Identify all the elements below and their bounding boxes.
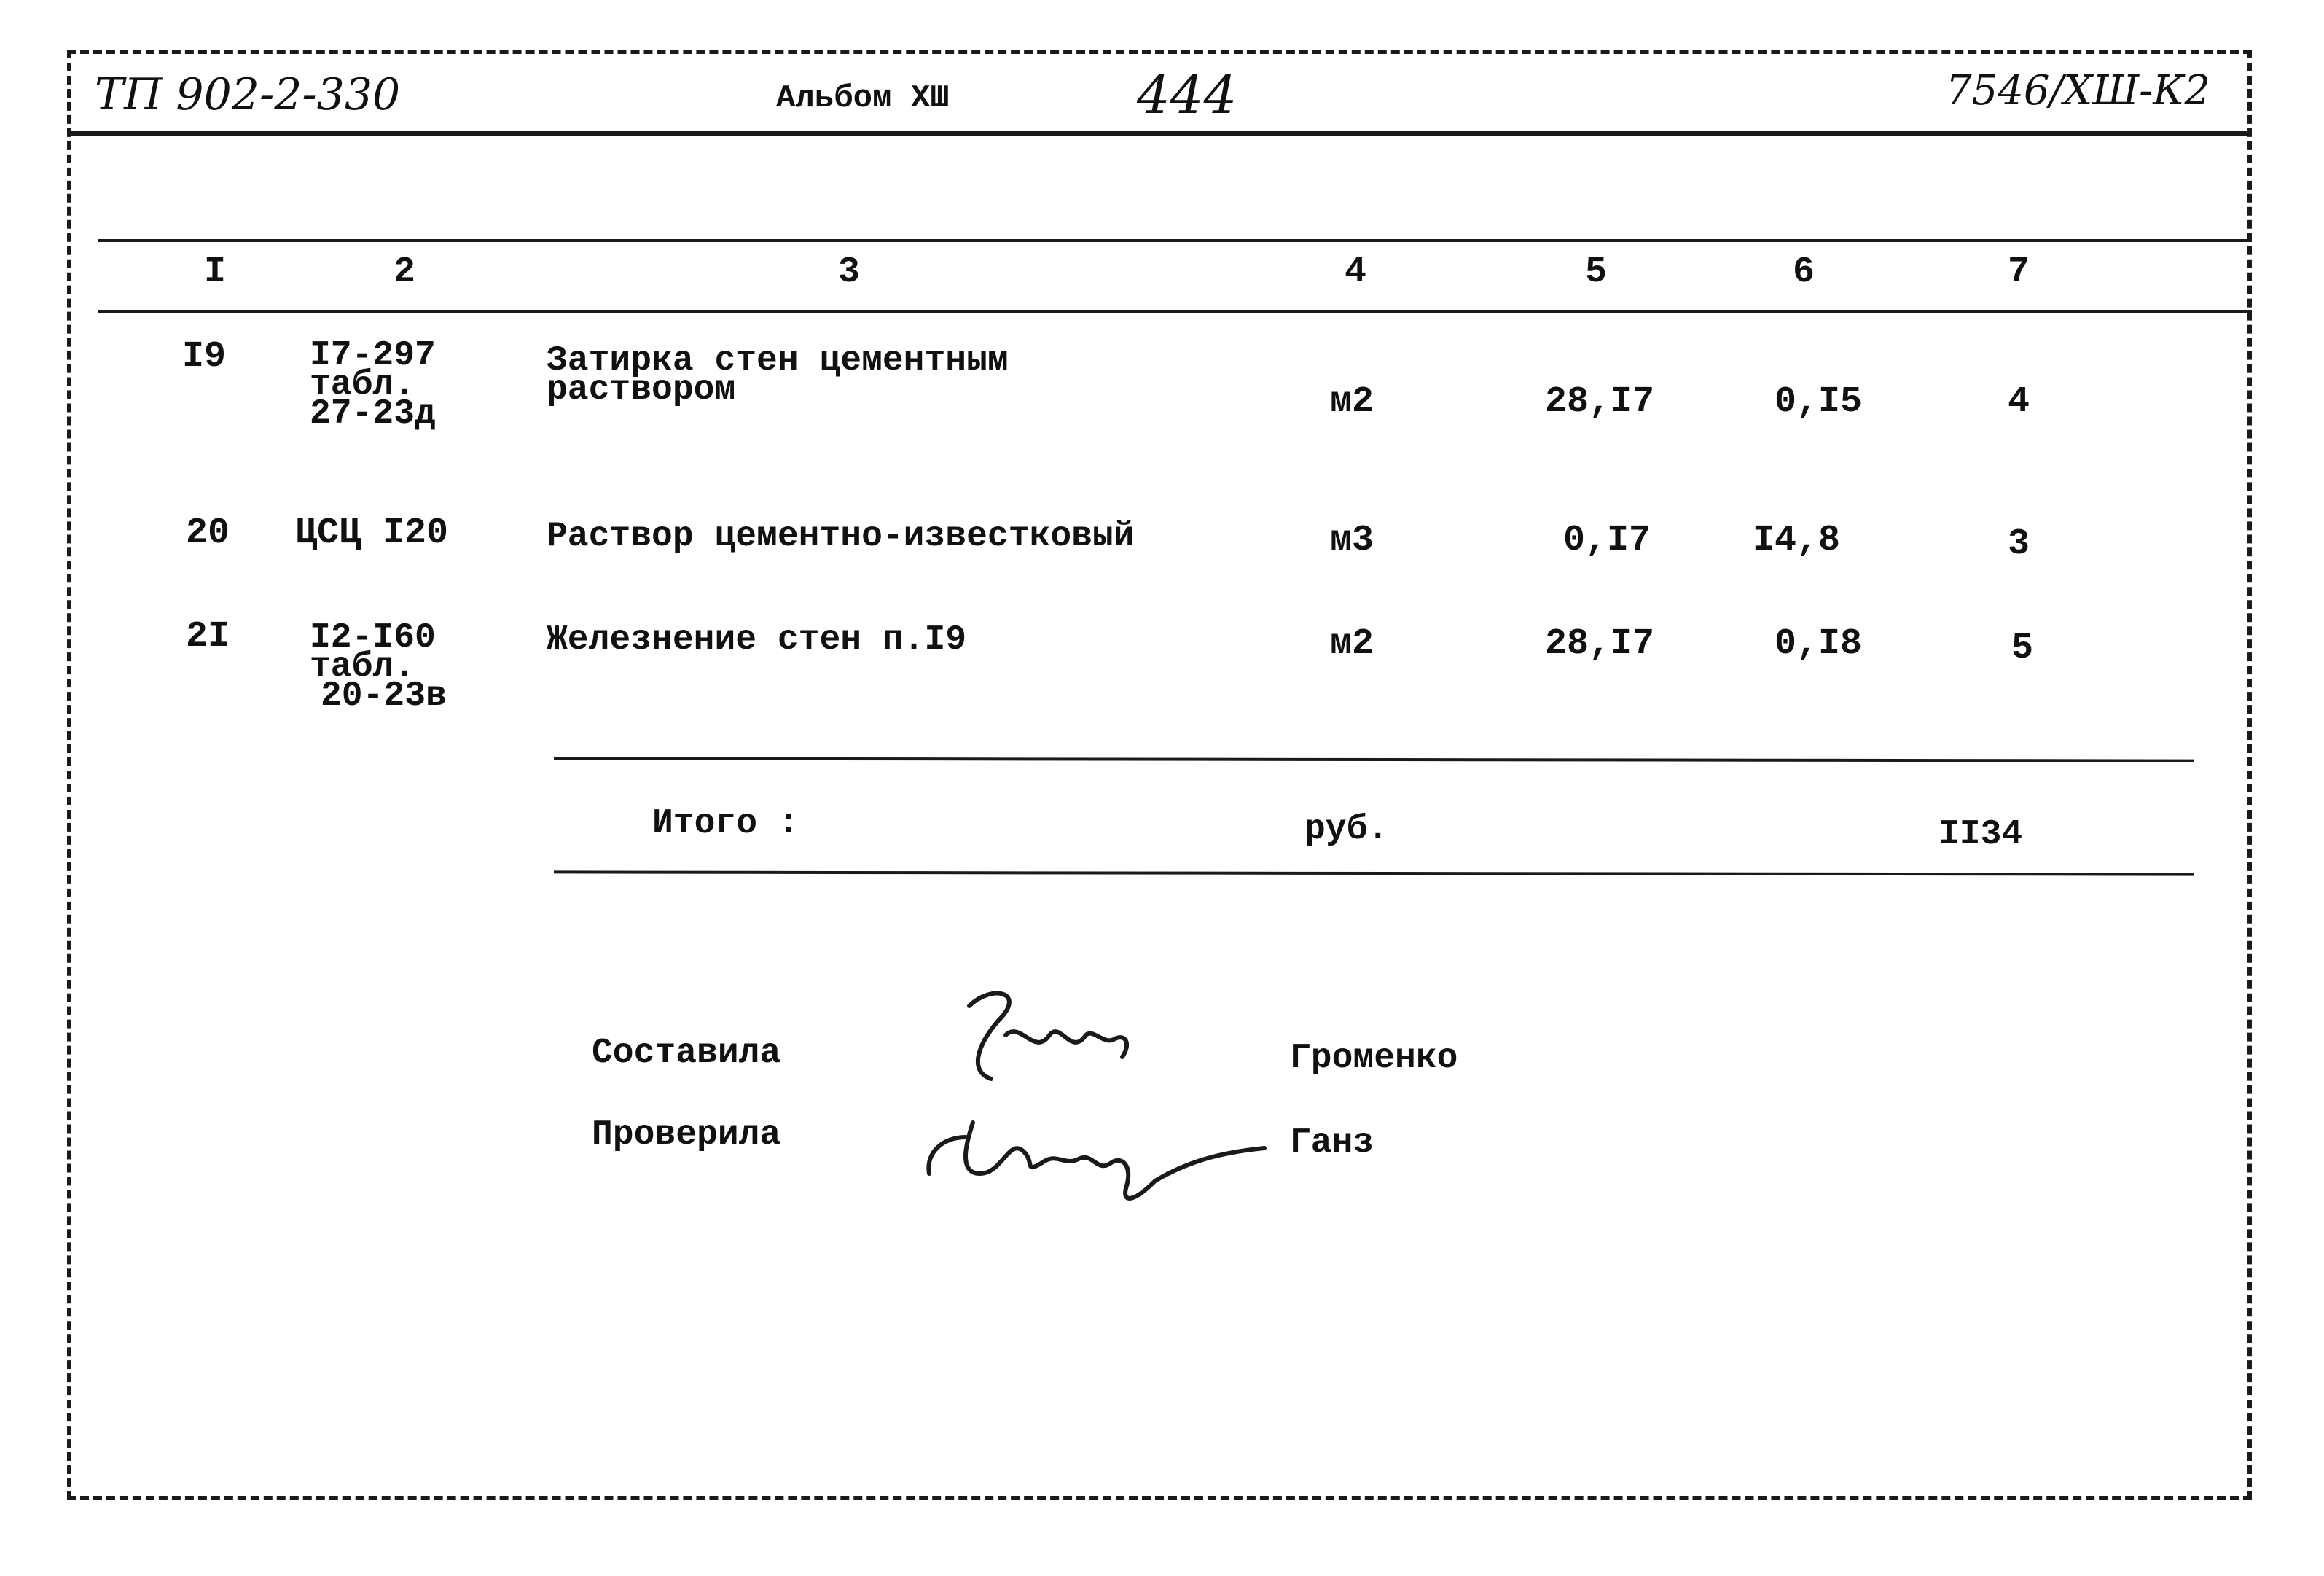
page-number: 444 xyxy=(1137,64,1237,125)
row-price: 0,I5 xyxy=(1775,381,1863,423)
summary-value: II34 xyxy=(1938,815,2023,854)
row-price: 0,I8 xyxy=(1775,623,1863,665)
row-quantity: 28,I7 xyxy=(1545,623,1655,665)
row-total: 5 xyxy=(2011,628,2034,669)
row-quantity: 0,I7 xyxy=(1563,520,1651,561)
row-quantity: 28,I7 xyxy=(1545,381,1655,423)
row-total: 4 xyxy=(2008,381,2030,423)
sheet-reference: 7546/XШ-К2 xyxy=(1946,67,2211,114)
signature-compiler xyxy=(940,977,1173,1093)
checked-by-label: Проверила xyxy=(592,1115,781,1155)
row-unit: м2 xyxy=(1330,381,1374,423)
signature-checker xyxy=(915,1093,1279,1210)
document-code: ТП 902-2-330 xyxy=(95,69,401,120)
row-code-line: 27-23д xyxy=(310,394,436,434)
row-unit: м2 xyxy=(1330,623,1374,665)
header-divider xyxy=(67,131,2252,136)
row-code-line: ЦСЦ I20 xyxy=(295,512,449,554)
row-number: 2I xyxy=(186,616,230,658)
album-label: Альбом XШ xyxy=(776,80,950,117)
column-header-3: 3 xyxy=(837,251,860,293)
row-description-line: Железнение стен п.I9 xyxy=(547,620,967,660)
summary-unit: руб. xyxy=(1304,810,1389,849)
row-code-line: табл. xyxy=(310,365,415,405)
compiled-by-label: Составила xyxy=(592,1034,781,1073)
row-price: I4,8 xyxy=(1753,520,1841,561)
column-header-1: I xyxy=(203,251,226,293)
column-header-2: 2 xyxy=(393,251,415,293)
row-code-line: табл. xyxy=(310,647,415,687)
column-header-6: 6 xyxy=(1792,251,1815,293)
row-description-line: Затирка стен цементным xyxy=(547,341,1009,381)
row-code-line: I7-297 xyxy=(310,336,436,375)
column-header-5: 5 xyxy=(1584,251,1607,293)
compiled-by-name: Громенко xyxy=(1290,1039,1458,1078)
row-total: 3 xyxy=(2008,523,2030,565)
row-number: 20 xyxy=(186,512,230,554)
table-top-rule xyxy=(98,239,2252,242)
table-header-rule xyxy=(98,310,2252,313)
row-description-line: Раствор цементно-известковый xyxy=(547,517,1135,556)
row-number: I9 xyxy=(182,336,227,378)
row-code-line: I2-I60 xyxy=(310,618,436,658)
column-header-7: 7 xyxy=(2007,251,2030,293)
row-unit: м3 xyxy=(1330,520,1374,561)
column-header-4: 4 xyxy=(1344,251,1366,293)
row-code-line: 20-23в xyxy=(321,676,447,716)
checked-by-name: Ганз xyxy=(1290,1123,1374,1163)
row-description-line: раствором xyxy=(547,370,736,410)
summary-label: Итого : xyxy=(652,804,799,843)
